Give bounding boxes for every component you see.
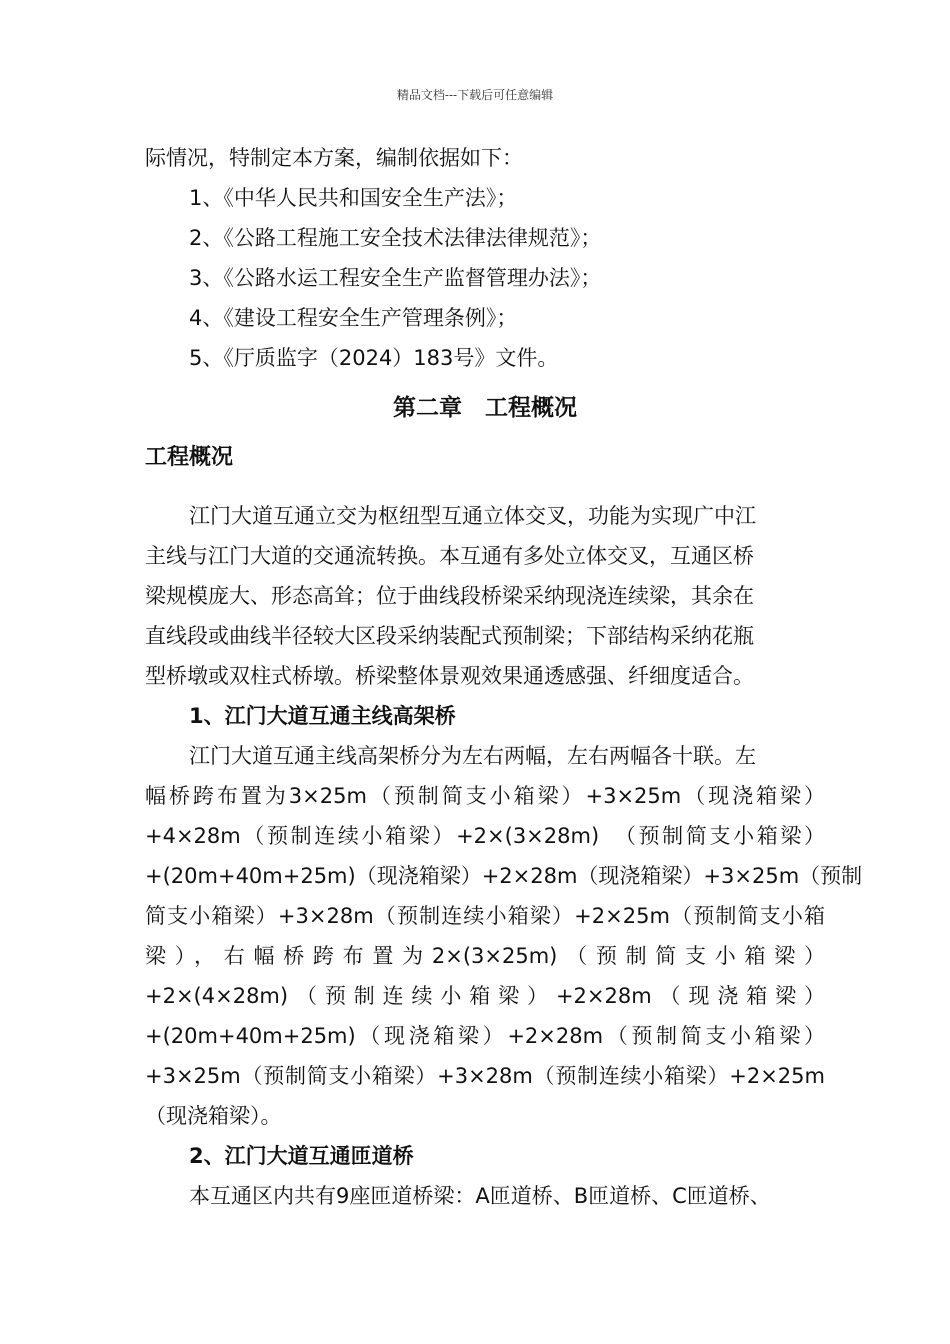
paragraph-line: 梁规模庞大、形态高耸；位于曲线段桥梁采纳现浇连续梁，其余在	[145, 584, 754, 608]
paragraph-line: +(20m+40m+25m)（现浇箱梁）+2×28m（现浇箱梁）+3×25m（预制	[145, 864, 863, 888]
paragraph-line: （现浇箱梁）。	[145, 1104, 282, 1128]
document-body	[145, 138, 863, 1216]
paragraph-line: 本互通区内共有9座匝道桥梁：A匝道桥、B匝道桥、C匝道桥、	[189, 1184, 771, 1208]
basis-item: 1、《中华人民共和国安全生产法》；	[189, 186, 518, 210]
mainline-bridge-paragraph	[145, 736, 863, 1136]
paragraph-line: 江门大道互通主线高架桥分为左右两幅，左右两幅各十联。左	[189, 744, 756, 768]
chapter-title: 第二章 工程概况	[393, 395, 577, 421]
page-header: 精品文档---下载后可任意编辑	[396, 88, 554, 102]
paragraph-line: +4×28m（预制连续小箱梁）+2×(3×28m) （预制简支小箱梁）	[145, 824, 825, 848]
ramp-bridge-paragraph	[145, 1176, 825, 1216]
paragraph-line: +(20m+40m+25m)（现浇箱梁）+2×28m（预制简支小箱梁）	[145, 1024, 825, 1048]
paragraph-line: 直线段或曲线半径较大区段采纳装配式预制梁；下部结构采纳花瓶	[145, 624, 754, 648]
paragraph-line: +2×(4×28m)（预制连续小箱梁）+2×28m（现浇箱梁）	[145, 984, 825, 1008]
paragraph-line: 幅桥跨布置为3×25m（预制简支小箱梁）+3×25m（现浇箱梁）	[145, 784, 825, 808]
subsection-title-mainline-bridge: 1、江门大道互通主线高架桥	[189, 704, 456, 728]
basis-list	[145, 178, 825, 378]
basis-item: 5、《厅质监字（2024）183号》文件。	[189, 346, 559, 370]
paragraph-line: 型桥墩或双柱式桥墩。桥梁整体景观效果通透感强、纤细度适合。	[145, 664, 754, 688]
overview-paragraph	[145, 496, 825, 696]
paragraph-line: 梁），右幅桥跨布置为2×(3×25m)（预制简支小箱梁）	[145, 944, 825, 968]
section-title: 工程概况	[145, 445, 234, 470]
basis-item: 3、《公路水运工程安全生产监督管理办法》；	[189, 266, 602, 290]
intro-line: 际情况，特制定本方案，编制依据如下：	[145, 146, 523, 170]
basis-item: 4、《建设工程安全生产管理条例》；	[189, 306, 518, 330]
basis-item: 2、《公路工程施工安全技术法律法律规范》；	[189, 226, 602, 250]
paragraph-line: 简支小箱梁）+3×28m（预制连续小箱梁）+2×25m（预制简支小箱	[145, 904, 825, 928]
paragraph-line: 江门大道互通立交为枢纽型互通立体交叉，功能为实现广中江	[189, 504, 756, 528]
paragraph-line: 主线与江门大道的交通流转换。本互通有多处立体交叉，互通区桥	[145, 544, 754, 568]
paragraph-line: +3×25m（预制简支小箱梁）+3×28m（预制连续小箱梁）+2×25m	[145, 1064, 825, 1088]
subsection-title-ramp-bridge: 2、江门大道互通匝道桥	[189, 1144, 414, 1168]
